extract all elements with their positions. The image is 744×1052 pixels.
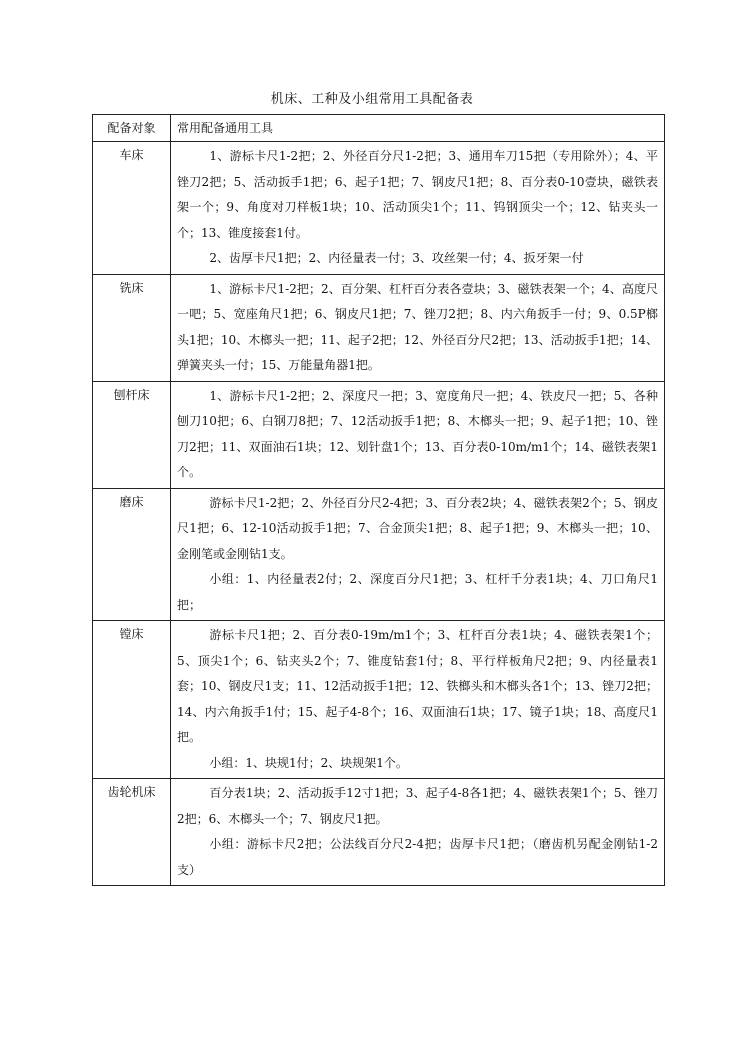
- machine-name: 铣床: [93, 274, 171, 381]
- tools-paragraph: 游标卡尺1-2把；2、外径百分尺2-4把；3、百分表2块；4、磁铁表架2个；5、钢皮尺1把；6、12-10活动扳手1把；7、合金顶尖1把；8、起子1把；9、木榔头一把；10、金刚笔或金刚钻1支。: [177, 495, 658, 561]
- tools-paragraph: 2、齿厚卡尺1把；2、内径量表一付；3、攻丝架一付；4、扳牙架一付: [209, 251, 584, 265]
- tools-paragraph: 1、游标卡尺1-2把；2、外径百分尺1-2把；3、通用车刀15把（专用除外）；4、平锉刀2把；5、活动扳手1把；6、起子1把；7、钢皮尺1把；8、百分表0-10壹块，磁铁表架一个；9、角度对刀样板1块；10、活动顶尖1个；11、钨钢顶尖一个；12、钻夹头一个；13、锥度接套1付。: [177, 149, 658, 240]
- machine-name: 齿轮机床: [93, 779, 171, 886]
- tools-list: [171, 381, 665, 488]
- tools-paragraph: 百分表1块；2、活动扳手12寸1把；3、起子4-8各1把；4、磁铁表架1个；5、锉刀2把；6、木榔头一个；7、钢皮尺1把。: [177, 786, 658, 826]
- tools-paragraph: 小组：1、块规1付；2、块规架1个。: [209, 755, 408, 770]
- tools-paragraph: 1、游标卡尺1-2把；2、百分架、杠杆百分表各壹块；3、磁铁表架一个；4、高度尺一吧；5、宽座角尺1把；6、钢皮尺1把；7、锉刀2把；8、内六角扳手一付；9、0.5P榔头1把；10、木榔头一把；11、起子2把；12、外径百分尺2把；13、活动扳手1把；14、弹簧夹头一付；15、万能量角器1把。: [177, 281, 658, 372]
- table-row-milling: [93, 274, 665, 381]
- header-tools: 常用配备通用工具: [171, 115, 665, 142]
- tools-list: [171, 488, 665, 621]
- table-row-lathe: [93, 142, 665, 275]
- tools-paragraph: 1、游标卡尺1-2把；2、深度尺一把；3、宽度角尺一把；4、铁皮尺一把；5、各种刨刀10把；6、白钢刀8把；7、12活动扳手1把；8、木榔头一把；9、起子1把；10、锉刀2把；11、双面油石1块；12、划针盘1个；13、百分表0-10m/m1个；14、磁铁表架1个。: [177, 388, 658, 479]
- table-row-gear: [93, 779, 665, 886]
- table-row-boring: [93, 621, 665, 779]
- machine-name: 刨杆床: [93, 381, 171, 488]
- machine-name: 磨床: [93, 488, 171, 621]
- tools-list: [171, 142, 665, 275]
- tools-paragraph: 小组：1、内径量表2付；2、深度百分尺1把；3、杠杆千分表1块；4、刀口角尺1把；: [177, 572, 658, 612]
- tools-list: [171, 779, 665, 886]
- tools-paragraph: 游标卡尺1把；2、百分表0-19m/m1个；3、杠杆百分表1块；4、磁铁表架1个；5、顶尖1个；6、钻夹头2个；7、锥度钻套1付；8、平行样板角尺2把；9、内径量表1套；10、钢皮尺1支；11、12活动扳手1把；12、铁榔头和木榔头各1个；13、锉刀2把；14、内六角扳手1付；15、起子4-8个；16、双面油石1块；17、镜子1块；18、高度尺1把。: [177, 628, 658, 744]
- machine-name: 镗床: [93, 621, 171, 779]
- tools-table: [92, 114, 665, 886]
- tools-list: [171, 274, 665, 381]
- tools-paragraph: 小组：游标卡尺2把；公法线百分尺2-4把；齿厚卡尺1把；（磨齿机另配金刚钻1-2支）: [177, 837, 658, 877]
- table-row-planer: [93, 381, 665, 488]
- page-title: 机床、工种及小组常用工具配备表: [270, 92, 474, 107]
- table-row-grinder: [93, 488, 665, 621]
- table-header-row: [93, 115, 665, 142]
- machine-name: 车床: [93, 142, 171, 275]
- header-target: 配备对象: [93, 115, 171, 142]
- tools-list: [171, 621, 665, 779]
